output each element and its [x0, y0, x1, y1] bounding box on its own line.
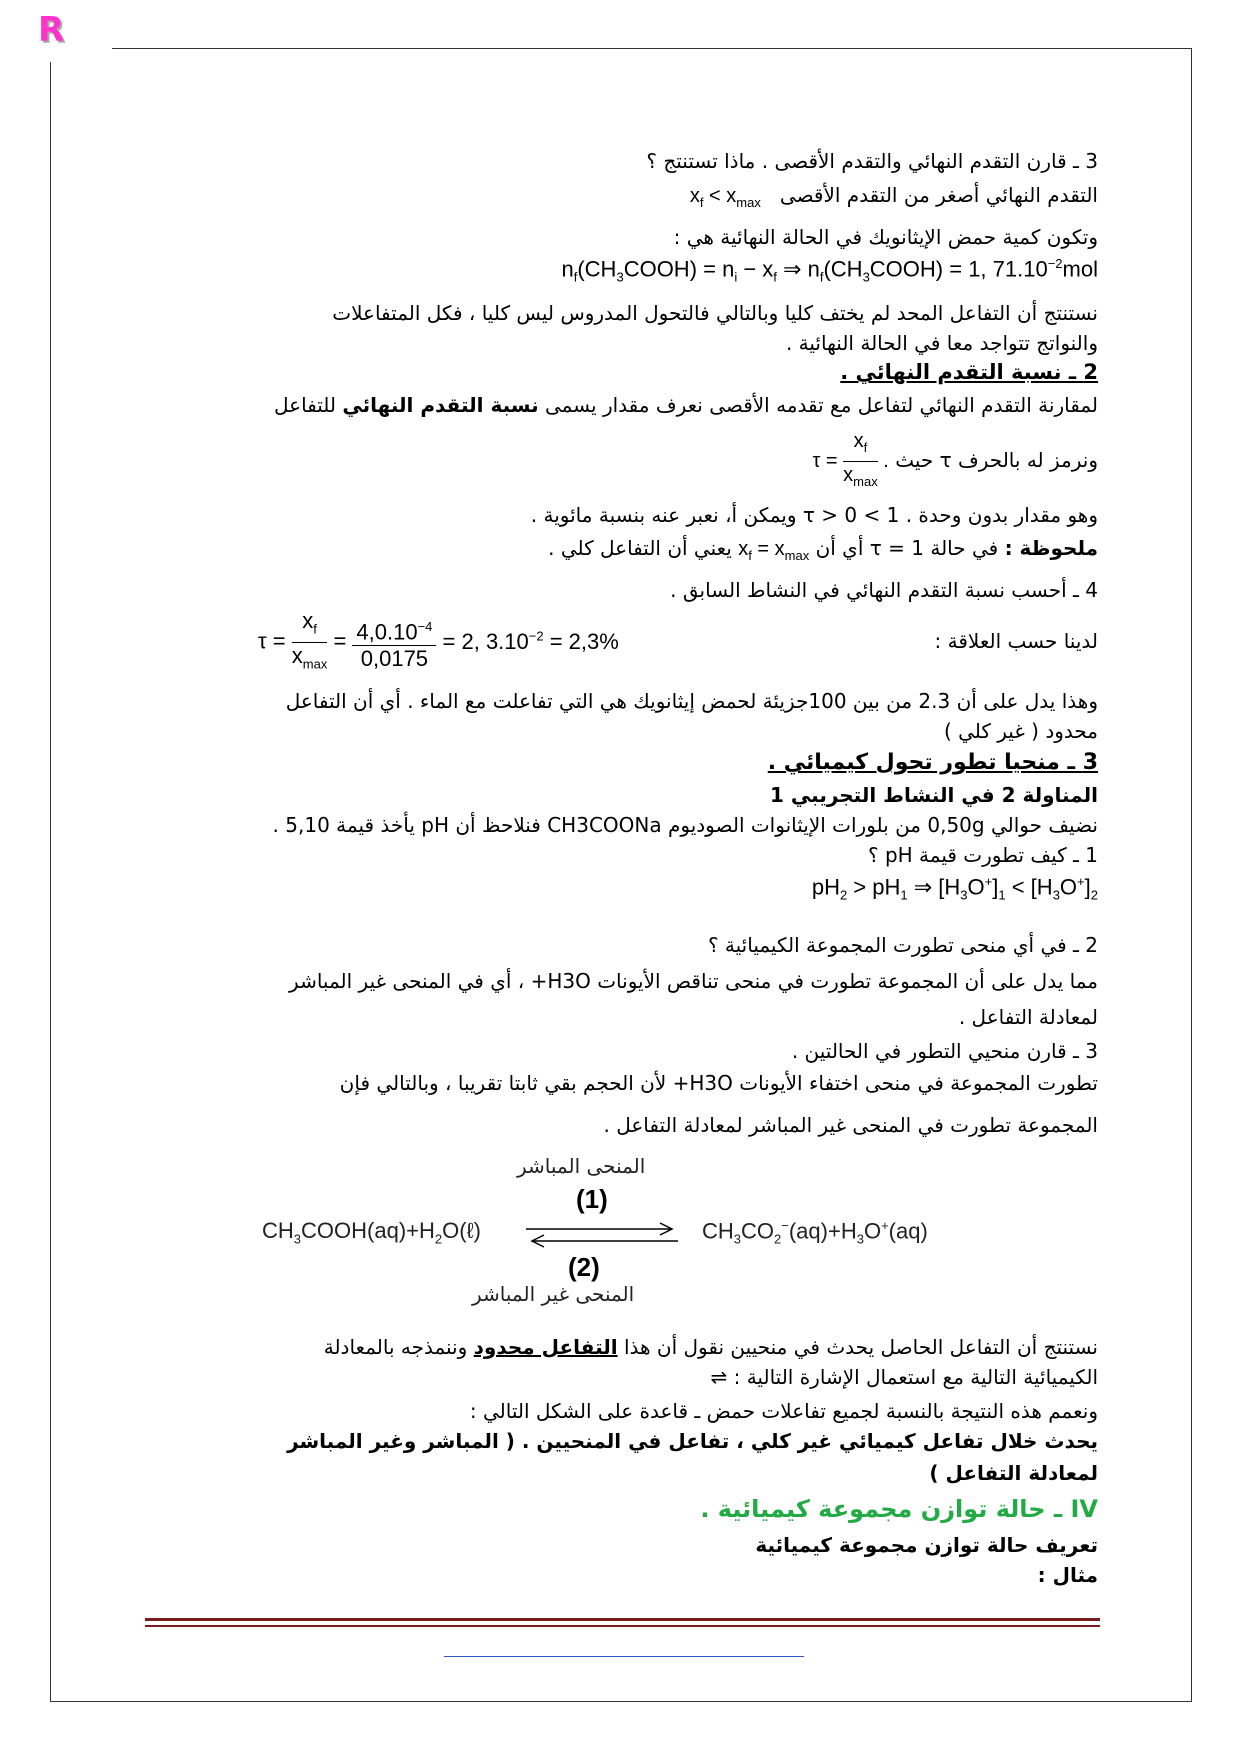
frame-left-border: [50, 62, 51, 1702]
note-label: ملحوظة :: [1004, 536, 1098, 560]
direct-direction-label: المنحى المباشر: [517, 1154, 646, 1178]
definition-line: [274, 390, 1098, 420]
products: $CH_3CO_2^-(aq)+H_3O^+(aq)$: [702, 1218, 928, 1247]
definition-text-c: للتفاعل: [273, 393, 337, 417]
direction-answer-2: لمعادلة التفاعل .: [958, 1005, 1098, 1029]
section-heading-2: 2 ـ نسبة التقدم النهائي .: [840, 360, 1098, 384]
answer-3-math: $x_f < x_{max}$: [689, 185, 761, 210]
experiment-line: نضيف حوالي 0,50g من بلورات الإيثانوات الصوديوم CH3COONa فنلاحظ أن pH يأخذ قيمة 5,10 .: [272, 813, 1098, 837]
section-heading-3: 3 ـ منحيا تطور تحول كيميائي .: [767, 750, 1098, 775]
tau-definition-line: [812, 428, 1098, 495]
direction-answer-1: مما يدل على أن المجموعة تطورت في منحى تناقص الأيونات H3O+ ، أي في المنحى غير المباشر: [289, 969, 1098, 993]
rule-line-2: لمعادلة التفاعل ): [929, 1461, 1098, 1485]
indirect-direction-label: المنحى غير المباشر: [472, 1282, 635, 1306]
rule-line-1: يحدث خلال تفاعل كيميائي غير كلي ، تفاعل في المنحيين . ( المباشر وغير المباشر: [287, 1429, 1098, 1453]
relation-label: لدينا حسب العلاقة :: [934, 629, 1098, 653]
conclusion-line-1: نستنتج أن التفاعل المحد لم يختف كليا وبالتالي فالتحول المدروس ليس كليا ، فكل المتفاعلات: [332, 301, 1098, 325]
note-text-b: في حالة τ = 1 أي أن: [815, 536, 999, 560]
tau-numerator: $4,0.10^{-4}$: [352, 614, 436, 646]
tau-definition-formula: τ = $\frac{x_f}{x_{max}}$ .: [812, 430, 889, 490]
frame-bottom-border: [50, 1701, 1192, 1702]
answer-3-text: التقدم النهائي أصغر من التقدم الأقصى: [779, 183, 1098, 207]
frame-right-border: [1191, 48, 1192, 1701]
direction-number-1: (1): [576, 1184, 608, 1214]
note-line: [548, 533, 1098, 571]
definition-text-a: لمقارنة التقدم النهائي لتفاعل مع تقدمه الأقصى نعرف مقدار يسمى: [544, 393, 1098, 417]
footer-rule-2: [145, 1625, 1100, 1627]
note-text-c: يعني أن التفاعل كلي .: [548, 536, 732, 560]
frame-top-border: [112, 48, 1192, 49]
footer-rule: [145, 1618, 1100, 1621]
tau-calculation: τ = $\frac{x_f}{x_{max}}$ = $\frac{4,0.10^{-4}}{0,0175}$ = 2, $3.10^{-2} = 2,3\%$: [258, 608, 619, 672]
interpretation-line-1: وهذا يدل على أن 2.3 من بين 100جزيئة لحمض إيثانويك هي التي تفاعلت مع الماء . أي أن التفاعل: [285, 689, 1098, 713]
ph-inequality: $pH_2 > pH_1$ ⇒ $[H_3O^+]_1 < [H_3O^+]_2$: [811, 874, 1098, 903]
final-amount-intro: وتكون كمية حمض الإيثانويك في الحالة النهائية هي :: [673, 225, 1098, 249]
question-direction: 2 ـ في أي منحى تطورت المجموعة الكيميائية ؟: [707, 933, 1098, 957]
question-ph: 1 ـ كيف تطورت قيمة pH ؟: [867, 843, 1098, 867]
compare-answer-1: تطورت المجموعة في منحى اختفاء الأيونات H3O+ لأن الحجم بقي ثابتا تقريبا ، وبالتالي فإن: [339, 1071, 1098, 1095]
tau-unit-line: وهو مقدار بدون وحدة . 1 > τ > 0 ويمكن أ، نعبر عنه بنسبة مائوية .: [530, 503, 1098, 527]
question-compare: 3 ـ قارن منحيي التطور في الحالتين .: [791, 1039, 1098, 1063]
generalize-line: ونعمم هذه النتيجة بالنسبة لجميع تفاعلات حمض ـ قاعدة على الشكل التالي :: [469, 1399, 1098, 1423]
definition-term: نسبة التقدم النهائي: [342, 393, 539, 417]
interpretation-line-2: محدود ( غير كلي ): [943, 719, 1098, 743]
logo: R: [38, 10, 65, 50]
reactants: $CH_3COOH(aq)+H_2O(\ell)$: [262, 1218, 481, 1247]
conclusion-line-2: والنواتج تتواجد معا في الحالة النهائية .: [785, 331, 1098, 355]
example-label: مثال :: [1037, 1563, 1098, 1587]
limited-reaction-term: التفاعل محدود: [473, 1335, 618, 1359]
question-3: 3 ـ قارن التقدم النهائي والتقدم الأقصى . ماذا تستنتج ؟: [646, 149, 1098, 173]
final-amount-equation: $n_f(CH_3COOH) = n_i - x_f$ ⇒ $n_f(CH_3COOH) = 1$, $71.10^{-2}mol$: [561, 256, 1098, 285]
equilibrium-definition-heading: تعريف حالة توازن مجموعة كيميائية: [755, 1533, 1098, 1557]
model-line-1: [324, 1332, 1098, 1362]
model-text-a: نستنتج أن التفاعل الحاصل يحدث في منحيين نقول أن هذا: [623, 1335, 1098, 1359]
tau-definition-text: ونرمز له بالحرف τ حيث: [895, 448, 1098, 472]
section-heading-iv: IV ـ حالة توازن مجموعة كيميائية .: [700, 1495, 1098, 1523]
experiment-heading: المناولة 2 في النشاط التجريبي 1: [770, 783, 1098, 807]
footer-link-line: [444, 1656, 804, 1657]
compare-answer-2: المجموعة تطورت في المنحى غير المباشر لمعادلة التفاعل .: [603, 1113, 1098, 1137]
tau-result: = 2, $3.10^{-2} = 2,3\%$: [442, 628, 619, 654]
note-math: $x_f = x_{max}$: [738, 538, 810, 563]
tau-denominator: 0,0175: [360, 646, 429, 672]
model-line-2: الكيميائية التالية مع استعمال الإشارة التالية : ⇌: [710, 1365, 1098, 1389]
model-text-c: وننمذجه بالمعادلة: [323, 1335, 468, 1359]
equilibrium-arrows-icon: [522, 1218, 682, 1252]
answer-3: [690, 180, 1098, 218]
question-4: 4 ـ أحسب نسبة التقدم النهائي في النشاط السابق .: [670, 578, 1098, 602]
direction-number-2: (2): [568, 1252, 600, 1282]
